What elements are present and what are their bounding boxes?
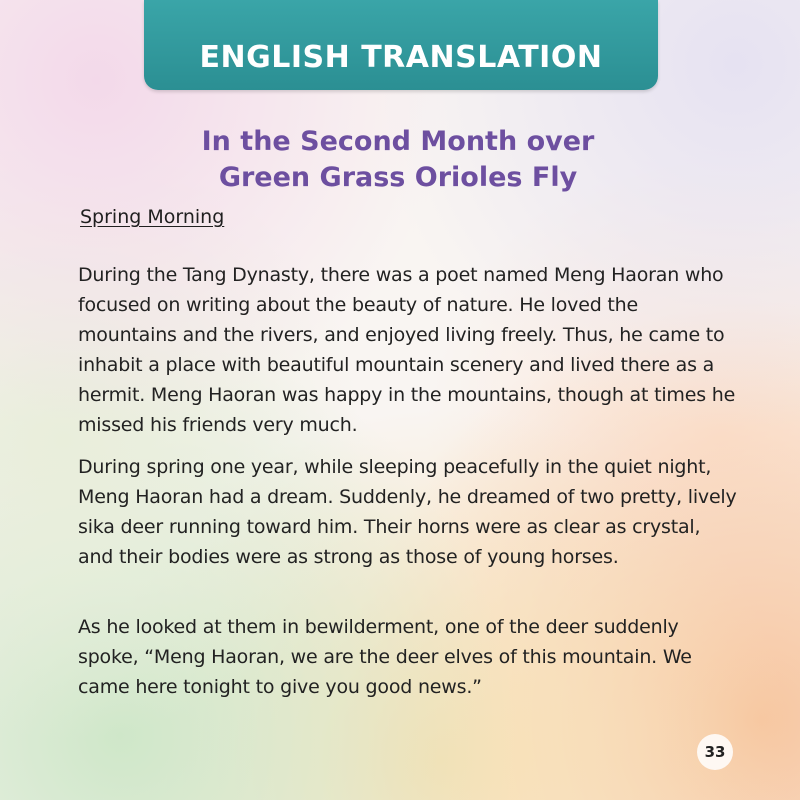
story-title-line-1: In the Second Month over (201, 126, 595, 157)
section-heading: Spring Morning (80, 206, 225, 228)
paragraph-3: As he looked at them in bewilderment, one of the deer suddenly spoke, “Meng Haoran, we are the deer elves of this mountain. We came here tonight to give you good news.” (78, 616, 692, 698)
story-title (138, 124, 658, 196)
paragraph-2: During spring one year, while sleeping peacefully in the quiet night, Meng Haoran had a dream. Suddenly, he dreamed of two pretty, lively sika deer running toward him. Their horns were as clear as crystal, and their bodies were as strong as those of young horses. (78, 456, 737, 568)
book-page (8, 0, 794, 800)
story-title-line-2: Green Grass Orioles Fly (218, 162, 578, 193)
header-title: ENGLISH TRANSLATION (199, 40, 603, 75)
header-banner (144, 0, 658, 90)
paragraph-1: During the Tang Dynasty, there was a poet named Meng Haoran who focused on writing about the beauty of nature. He loved the mountains and the rivers, and enjoyed living freely. Thus, he came to inhabit a place with beautiful mountain scenery and lived there as a hermit. Meng Haoran was happy in the mountains, though at times he missed his friends very much. (78, 264, 736, 436)
page-number: 33 (697, 734, 733, 770)
